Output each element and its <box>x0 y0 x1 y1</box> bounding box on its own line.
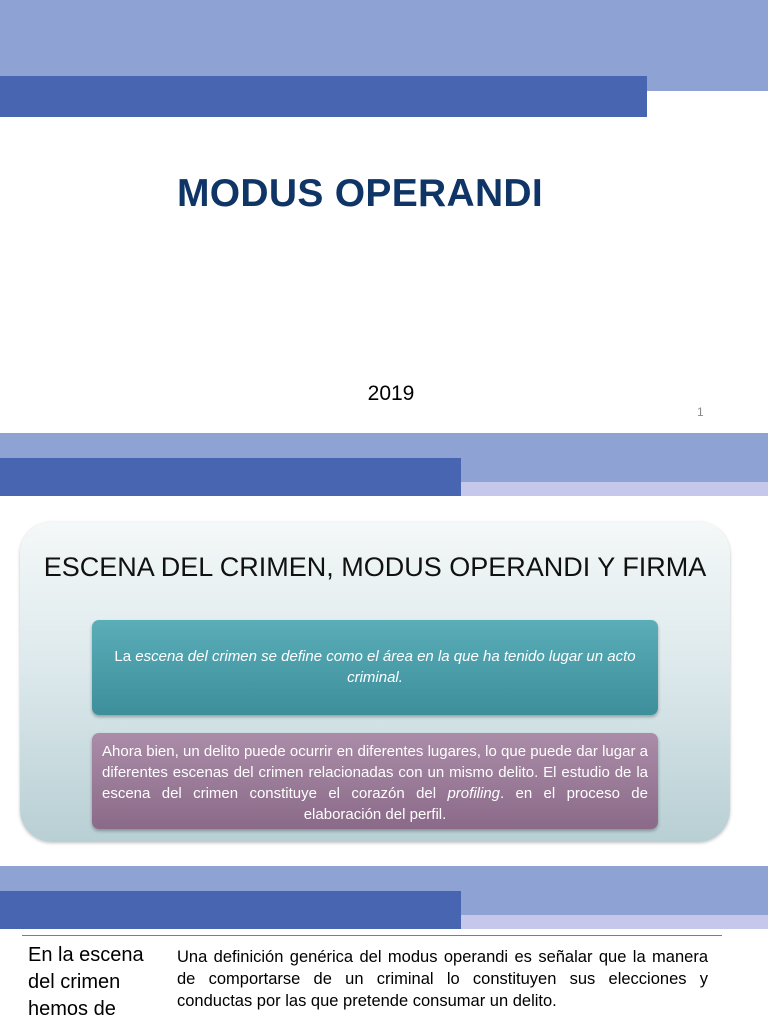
left-column-text: En la escena del crimen hemos de <box>28 944 144 1020</box>
page-number: 1 <box>697 405 704 419</box>
explanation-box <box>92 733 658 829</box>
divider-line <box>22 935 722 936</box>
definition-prefix: La <box>114 648 136 665</box>
slide-3 <box>0 866 768 1024</box>
slide-year: 2019 <box>367 382 415 405</box>
explanation-text-after: . en el proceso de elaboración del perfil. <box>303 785 648 823</box>
header-band-dark <box>0 458 461 496</box>
explanation-text-before: Ahora bien, un delito puede ocurrir en diferentes lugares, lo que puede dar lugar a diferentes escenas del crimen relacionadas con un mismo delito. El estudio de la escena del crimen constituye el corazón del <box>102 743 648 802</box>
content-panel <box>20 522 730 842</box>
slide-1 <box>0 0 768 433</box>
header-band-pale <box>461 915 768 929</box>
right-column-text: Una definición genérica del modus operandi es señalar que la manera de comportarse de un criminal lo constituyen sus elecciones y conductas por las que pretende consumar un delito. <box>177 948 708 1010</box>
definition-box <box>92 620 658 715</box>
header-band-dark <box>0 76 647 117</box>
header-band-pale <box>461 482 768 496</box>
definition-italic: escena del crimen se define como el área en la que ha tenido lugar un acto criminal. <box>135 648 636 686</box>
explanation-italic: profiling <box>447 785 500 802</box>
header-band-dark <box>0 891 461 929</box>
slide-title: MODUS OPERANDI <box>176 172 544 215</box>
panel-heading: ESCENA DEL CRIMEN, MODUS OPERANDI Y FIRMA <box>43 552 707 582</box>
slide-2 <box>0 433 768 866</box>
